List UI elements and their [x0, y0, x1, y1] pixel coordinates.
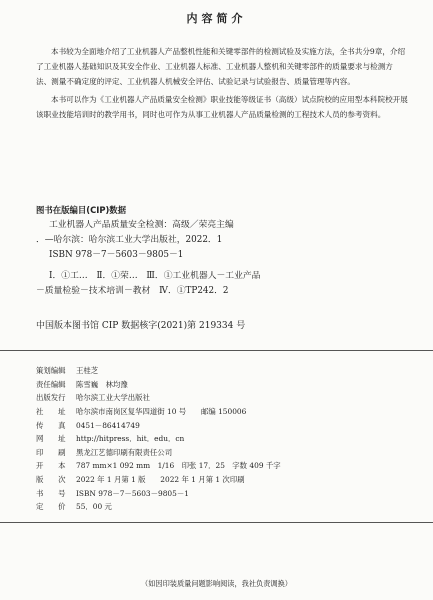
intro-paragraph: 本书较为全面地介绍了工业机器人产品整机性能和关键零部件的检测试验及实施方法，全书共分9章，介绍了工业机器人基础知识及其安全作业、工业机器人标准、工业机器人整机和关键零部件的质量要求与检测方法、测量不确定度的评定、工业机器人机械安全评估、试验记录与试验报告、质量管理等内容。: [36, 47, 406, 86]
pub-row: [36, 446, 426, 460]
pub-value: 0451－86414749: [76, 420, 140, 430]
pub-label: 社 址: [36, 407, 66, 417]
cip-heading: 图书在版编目(CIP)数据: [36, 205, 127, 215]
pub-label: 责任编辑: [36, 379, 66, 389]
pub-label: 出版发行: [36, 393, 66, 403]
cip-class-line: Ⅰ．①工… Ⅱ．①荣… Ⅲ．①工业机器人－工业产品: [49, 271, 261, 281]
pub-value: 王桂芝: [76, 366, 99, 376]
pub-row: [36, 459, 426, 473]
pub-row: [36, 364, 426, 378]
cip-line: ．—哈尔滨：哈尔滨工业大学出版社，2022．1: [36, 235, 223, 245]
cip-class-line: －质量检验－技术培训－教材 Ⅳ．①TP242．2: [36, 286, 229, 296]
cip-section: [36, 204, 408, 299]
pub-value: 2022 年 1 月第 1 版 2022 年 1 月第 1 次印刷: [76, 475, 245, 485]
page-title: 内容简介: [186, 12, 247, 25]
pub-row: [36, 418, 426, 432]
pub-value: 哈尔滨工业大学出版社: [76, 393, 150, 403]
pub-row: [36, 486, 426, 500]
pub-label: 开 本: [36, 461, 66, 471]
pub-value: http://hitpress．hit．edu．cn: [76, 434, 185, 444]
pub-value: ISBN 978－7－5603－9805－1: [76, 488, 189, 498]
pub-label: 网 址: [36, 434, 66, 444]
pub-value: 55．00 元: [76, 502, 112, 512]
pub-label: 策划编辑: [36, 366, 66, 376]
pub-row: [36, 432, 426, 446]
divider-bottom: [0, 522, 433, 523]
cip-line: 工业机器人产品质量安全检测：高级／荣亮主编: [49, 220, 234, 230]
pub-row: [36, 378, 426, 392]
pub-label: 传 真: [36, 420, 66, 430]
pub-row: [36, 500, 426, 514]
pub-value: 哈尔滨市南岗区复华四道街 10 号 邮编 150006: [76, 407, 247, 417]
pub-row: [36, 405, 426, 419]
cip-number: 中国版本图书馆 CIP 数据核字(2021)第 219334 号: [36, 321, 246, 331]
divider-top: [0, 350, 433, 351]
pub-value: 黑龙江艺德印刷有限责任公司: [76, 447, 173, 457]
pub-row: [36, 473, 426, 487]
intro-section: [36, 44, 408, 125]
pub-label: 印 刷: [36, 447, 66, 457]
pub-label: 定 价: [36, 502, 66, 512]
pub-value: 787 mm×1 092 mm 1/16 印张 17．25 字数 409 千字: [76, 461, 281, 471]
publishing-info: [36, 364, 426, 514]
replacement-notice: （如因印装质量问题影响阅读，我社负责调换）: [141, 579, 292, 588]
cip-line: ISBN 978－7－5603－9805－1: [49, 250, 184, 260]
pub-label: 书 号: [36, 488, 66, 498]
pub-label: 版 次: [36, 475, 66, 485]
pub-row: [36, 391, 426, 405]
pub-value: 陈雪巍 林均豫: [76, 379, 128, 389]
intro-paragraph: 本书可以作为《工业机器人产品质量安全检测》职业技能等级证书（高级）试点院校的应用型本科院校开展该职业技能培训时的教学用书，同时也可作为从事工业机器人产品质量检测的工程技术人员的参考资料。: [36, 95, 408, 119]
